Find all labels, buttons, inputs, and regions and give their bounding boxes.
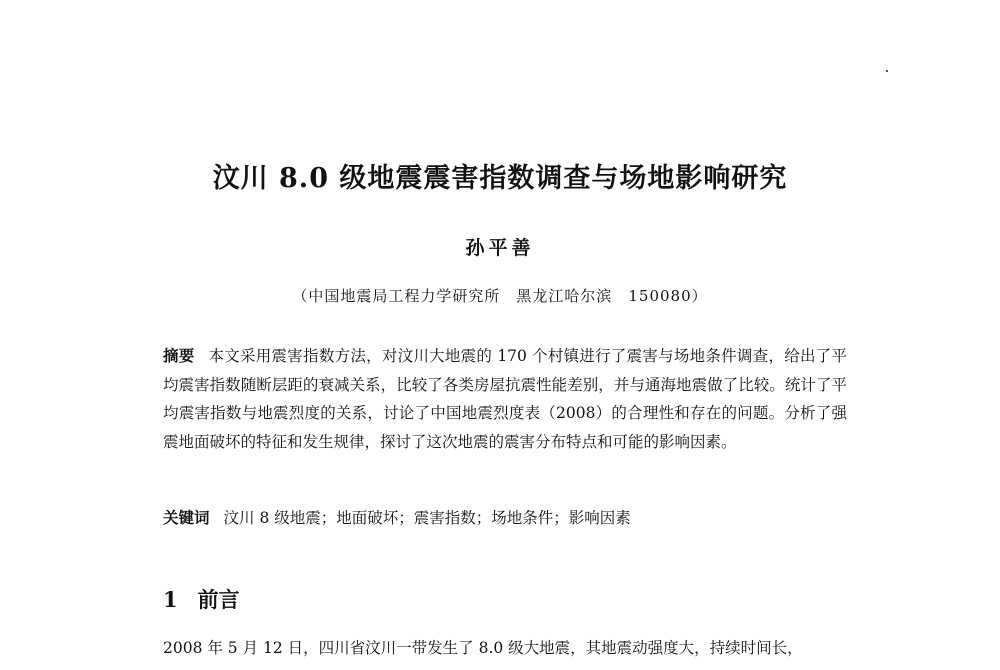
paper-title: 汶川 8.0 级地震震害指数调查与场地影响研究 (212, 163, 788, 194)
section-title: 前言 (197, 587, 240, 612)
scan-speck (886, 70, 888, 72)
section-heading (163, 584, 240, 614)
author-name: 孙平善 (465, 237, 535, 259)
section-number: 1 (163, 587, 178, 612)
keywords-text: 汶川 8 级地震；地面破坏；震害指数；场地条件；影响因素 (223, 509, 631, 527)
author-affiliation: （中国地震局工程力学研究所 黑龙江哈尔滨 150080） (292, 287, 708, 305)
abstract-label: 摘要 (163, 346, 195, 365)
keywords (163, 504, 847, 532)
abstract-text: 本文采用震害指数方法，对汶川大地震的 170 个村镇进行了震害与场地条件调查，给出了平均震害指数随断层距的衰减关系，比较了各类房屋抗震性能差别，并与通海地震做了比较。统计了平均震害指数与地震烈度的关系，讨论了中国地震烈度表（2008）的合理性和存在的问题。分析了强震地面破坏的特征和发生规律，探讨了这次地震的震害分布特点和可能的影响因素。 (163, 347, 847, 451)
body-paragraph: 2008 年 5 月 12 日，四川省汶川一带发生了 8.0 级大地震，其地震动强度大，持续时间长， (163, 639, 803, 657)
keywords-label: 关键词 (163, 508, 210, 527)
abstract (163, 342, 847, 456)
